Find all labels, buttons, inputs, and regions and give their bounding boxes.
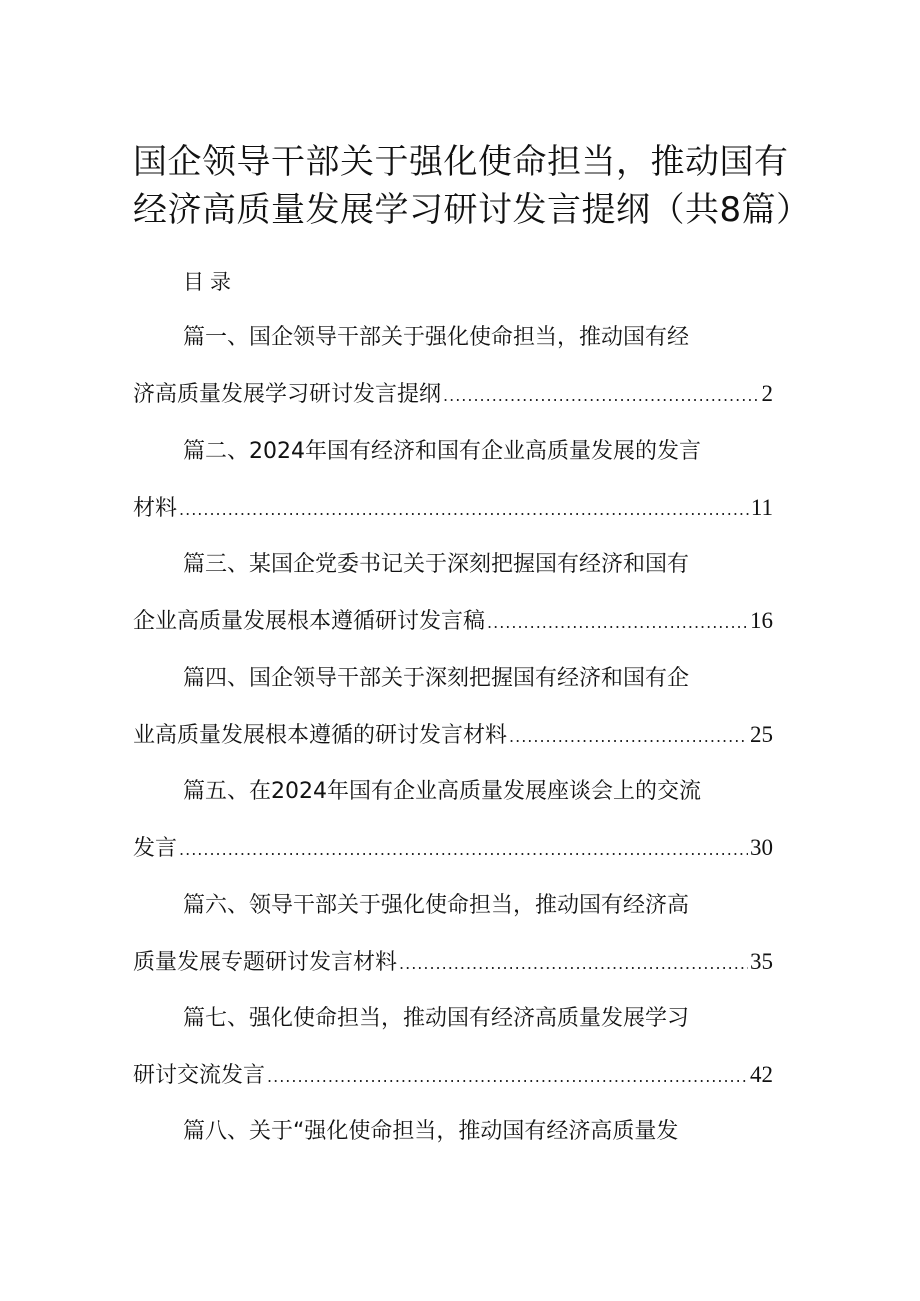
toc-dot-leader <box>267 1061 748 1093</box>
toc-entry-title-continued: 济高质量发展学习研讨发言提纲 <box>133 382 442 407</box>
toc-page-number: 30 <box>750 835 773 860</box>
toc-entry-title: 篇二、2024年国有经济和国有企业高质量发展的发言 <box>183 439 701 464</box>
toc-dot-leader <box>443 380 759 412</box>
toc-page-number: 2 <box>761 381 773 406</box>
toc-entry-title: 篇七、强化使命担当，推动国有经济高质量发展学习 <box>183 1006 690 1031</box>
toc-entry-title-continued: 材料 <box>133 496 178 521</box>
toc-entry-title-continued: 发言 <box>133 836 178 861</box>
toc-entry-title-continued: 企业高质量发展根本遵循研讨发言稿 <box>133 609 486 634</box>
toc-dot-leader <box>179 494 749 526</box>
toc-page-number: 11 <box>750 495 773 520</box>
toc-page-number: 42 <box>750 1062 773 1087</box>
toc-dot-leader <box>487 607 748 639</box>
toc-entry-title: 篇一、国企领导干部关于强化使命担当，推动国有经 <box>183 325 690 350</box>
toc-entry-title-continued: 研讨交流发言 <box>133 1063 266 1088</box>
toc-dot-leader <box>509 721 748 753</box>
document-title: 国企领导干部关于强化使命担当，推动国有经济高质量发展学习研讨发言提纲（共8篇） <box>133 142 811 230</box>
toc-entry-title: 篇六、领导干部关于强化使命担当，推动国有经济高 <box>183 893 690 918</box>
toc-dot-leader <box>399 948 748 980</box>
toc-entry-title-continued: 质量发展专题研讨发言材料 <box>133 950 398 975</box>
toc-entry-title-continued: 业高质量发展根本遵循的研讨发言材料 <box>133 723 508 748</box>
toc-entry-title: 篇三、某国企党委书记关于深刻把握国有经济和国有 <box>183 552 690 577</box>
toc-entry-title: 篇八、关于“强化使命担当，推动国有经济高质量发 <box>183 1119 679 1144</box>
toc-heading: 目录 <box>183 270 237 294</box>
toc-page-number: 35 <box>750 949 773 974</box>
toc-page-number: 25 <box>750 722 773 747</box>
toc-entry-title: 篇五、在2024年国有企业高质量发展座谈会上的交流 <box>183 779 701 804</box>
toc-page-number: 16 <box>750 608 773 633</box>
toc-entry-title: 篇四、国企领导干部关于深刻把握国有经济和国有企 <box>183 666 690 691</box>
toc-dot-leader <box>179 834 748 866</box>
